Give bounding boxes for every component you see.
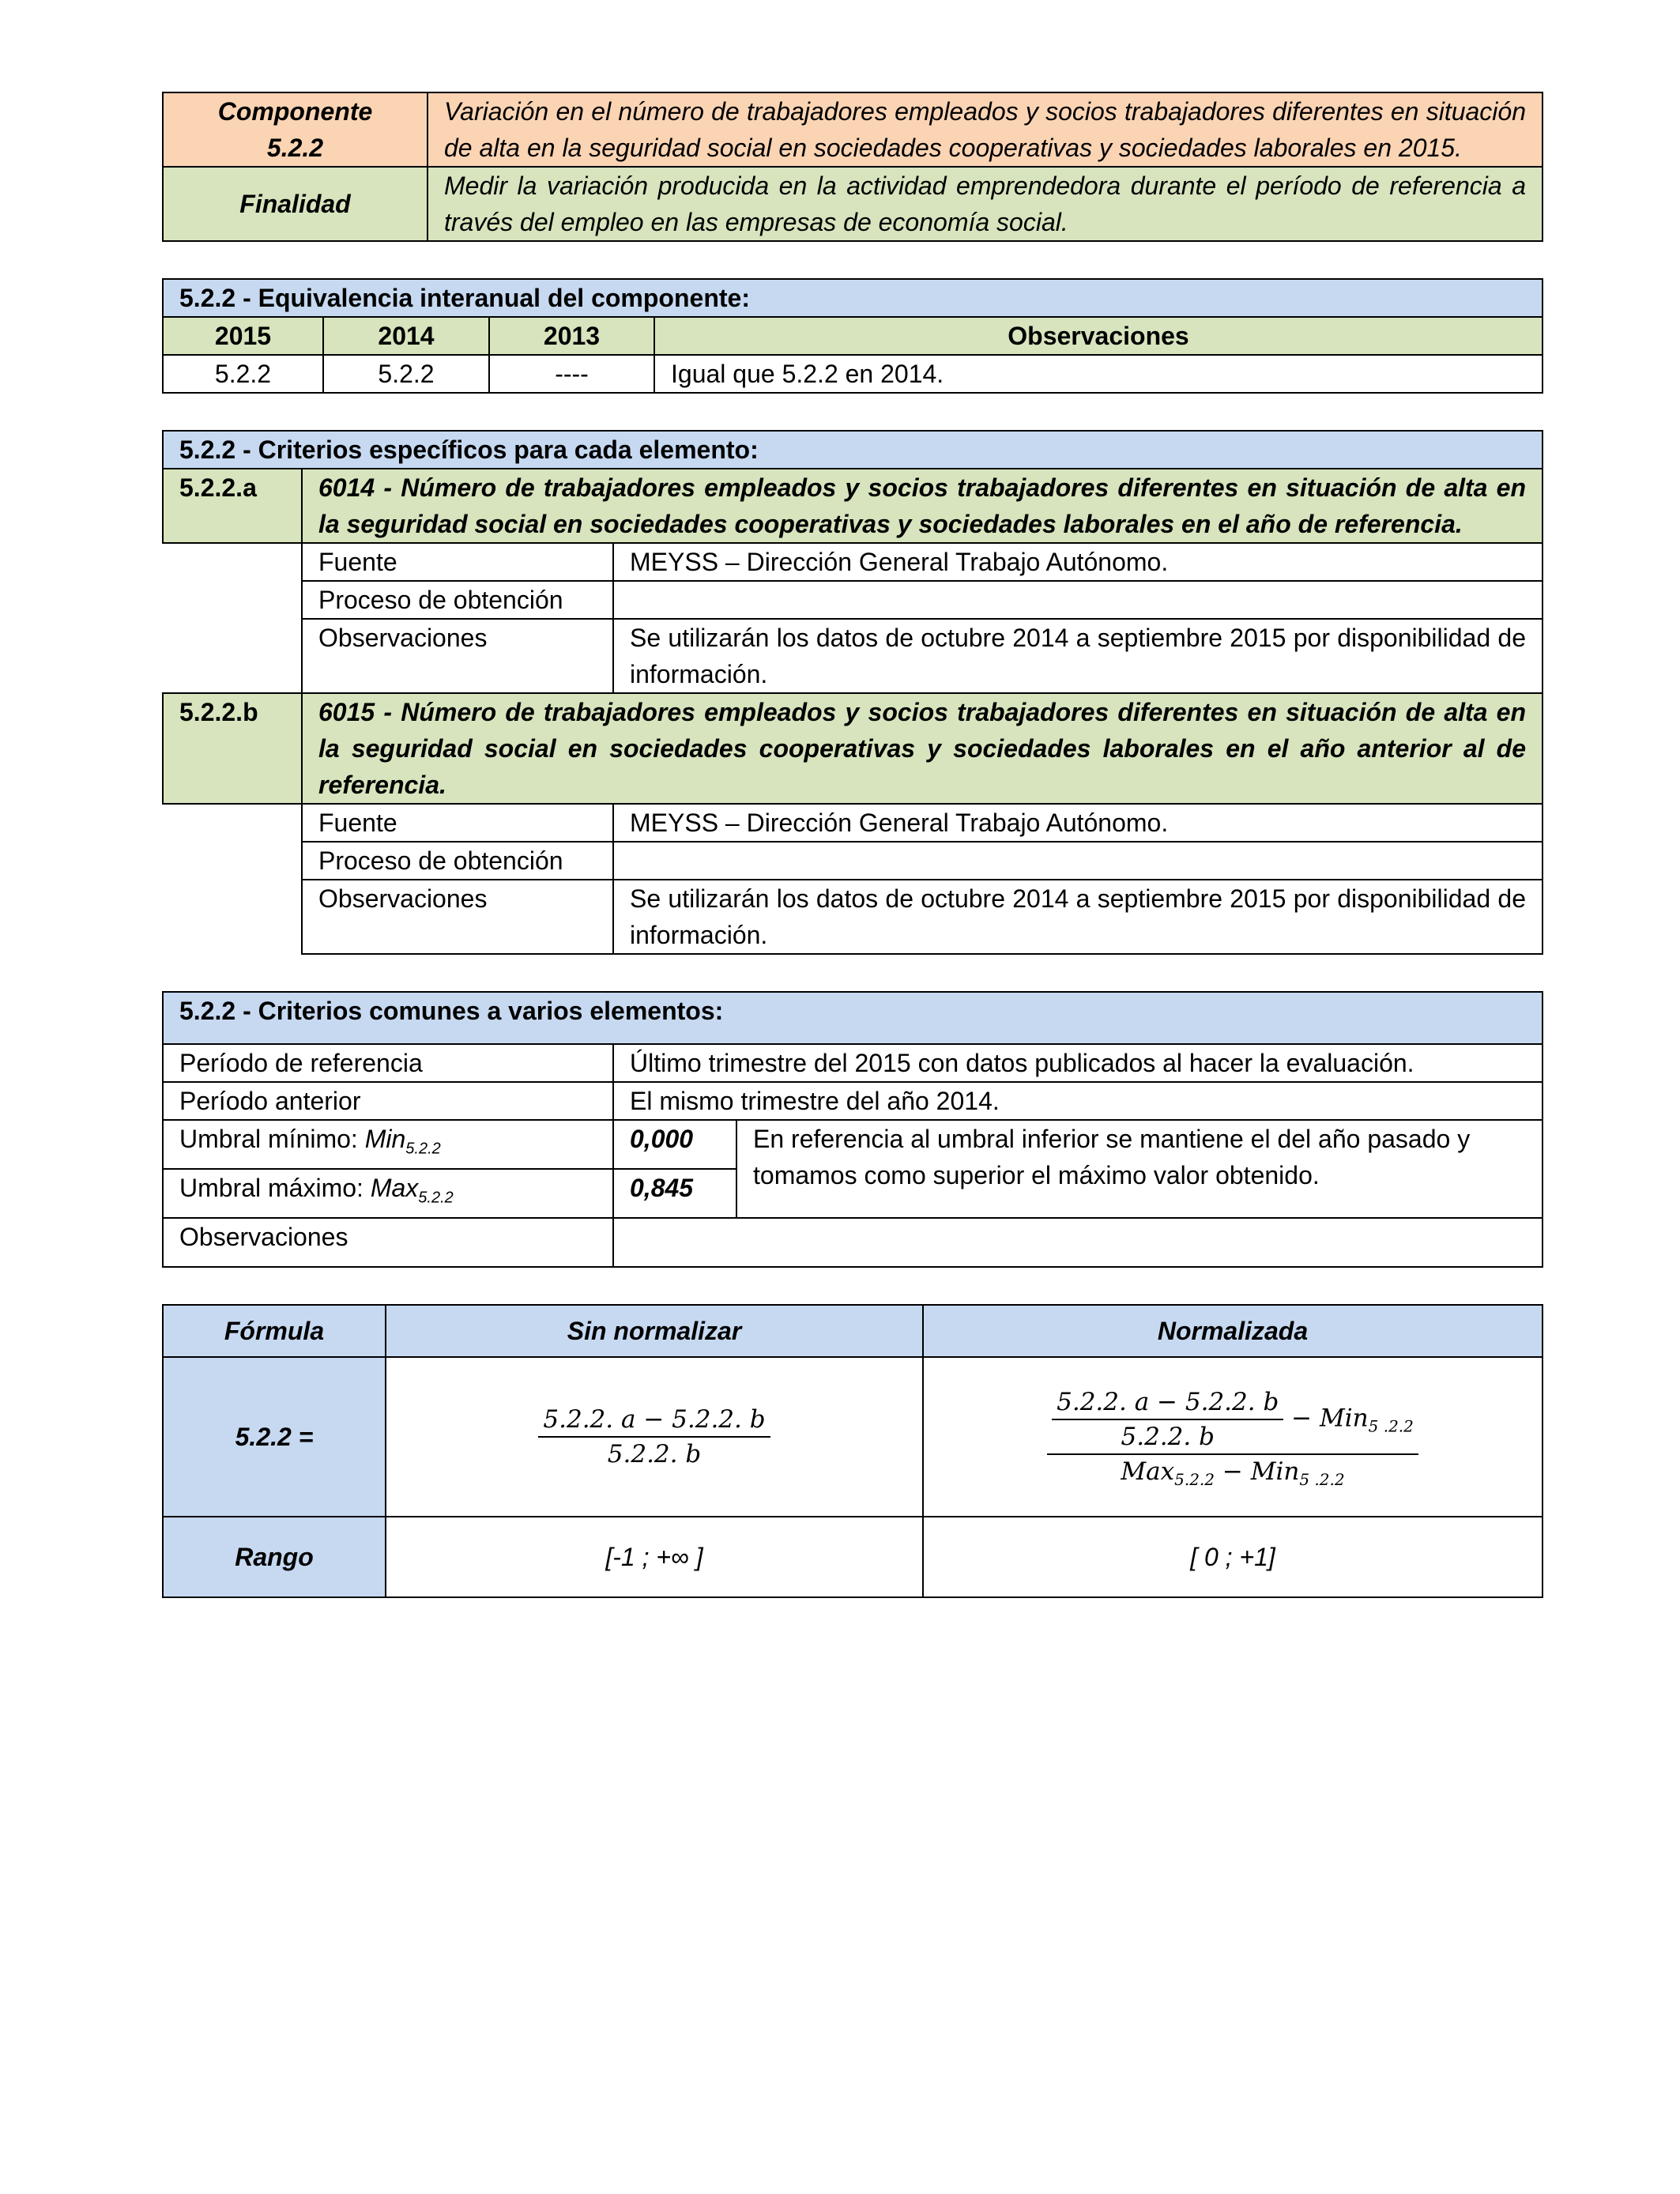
equiv-header-2015: 2015	[163, 317, 323, 355]
criterios-comunes-title: 5.2.2 - Criterios comunes a varios elementos:	[163, 992, 1543, 1044]
comunes-observaciones-label: Observaciones	[163, 1218, 613, 1267]
criterios-comunes-table	[162, 991, 1543, 1268]
normalizada-den-min-sub: 5 .2.2	[1299, 1470, 1345, 1490]
element-a-proceso-label: Proceso de obtención	[302, 581, 613, 619]
rango-normalizada: [ 0 ; +1]	[923, 1517, 1543, 1597]
equiv-header-2014: 2014	[323, 317, 489, 355]
normalizada-minus-min: − Min	[1283, 1404, 1369, 1433]
rango-label: Rango	[163, 1517, 386, 1597]
formula-header: Fórmula	[163, 1305, 386, 1357]
spacer	[162, 394, 1543, 430]
spacer	[162, 242, 1543, 278]
criterios-especificos-table	[162, 430, 1543, 955]
equiv-header-2013: 2013	[489, 317, 654, 355]
normalizada-inner-fraction	[1052, 1385, 1283, 1453]
umbral-minimo-label: Umbral mínimo:	[179, 1125, 365, 1153]
element-b-title: 6015 - Número de trabajadores empleados y socios trabajadores diferentes en situación de alta en la seguridad social en sociedades cooperativas y sociedades laborales en el año anterior al de referencia.	[302, 693, 1543, 804]
umbral-maximo-var: Max	[370, 1174, 419, 1202]
periodo-referencia-label: Período de referencia	[163, 1044, 613, 1082]
normalizada-den-max: Max	[1121, 1457, 1175, 1486]
element-a-code: 5.2.2.a	[163, 469, 302, 543]
sin-normalizar-fraction	[538, 1403, 770, 1471]
normalizada-header: Normalizada	[923, 1305, 1543, 1357]
document-page	[162, 92, 1543, 1598]
normalizada-fraction	[1047, 1385, 1418, 1488]
element-b-proceso-label: Proceso de obtención	[302, 842, 613, 880]
equiv-cell-observaciones: Igual que 5.2.2 en 2014.	[654, 355, 1543, 393]
normalizada-den-max-sub: 5.2.2	[1174, 1470, 1215, 1490]
formula-lhs: 5.2.2 =	[163, 1357, 386, 1517]
sin-normalizar-denominator: 5.2.2. b	[607, 1440, 702, 1468]
element-b-fuente-label: Fuente	[302, 804, 613, 842]
periodo-anterior: El mismo trimestre del año 2014.	[613, 1082, 1543, 1120]
equivalencia-title: 5.2.2 - Equivalencia interanual del componente:	[163, 279, 1543, 317]
criterios-especificos-title: 5.2.2 - Criterios específicos para cada elemento:	[163, 431, 1543, 469]
component-description: Variación en el número de trabajadores empleados y socios trabajadores diferentes en situación de alta en la seguridad social en sociedades cooperativas y sociedades laborales en 2015.	[428, 92, 1543, 167]
umbral-minimo-sub: 5.2.2	[405, 1140, 441, 1158]
equiv-cell-2013: ----	[489, 355, 654, 393]
element-b-observaciones: Se utilizarán los datos de octubre 2014 a septiembre 2015 por disponibilidad de información.	[613, 880, 1543, 954]
umbral-maximo-label: Umbral máximo:	[179, 1174, 371, 1202]
spacer	[162, 1268, 1543, 1304]
element-a-observaciones: Se utilizarán los datos de octubre 2014 a septiembre 2015 por disponibilidad de información.	[613, 619, 1543, 693]
equiv-header-observaciones: Observaciones	[654, 317, 1543, 355]
spacer	[162, 955, 1543, 991]
rango-sin-normalizar: [-1 ; +∞ ]	[386, 1517, 923, 1597]
formula-table	[162, 1304, 1543, 1598]
normalizada-denominator	[1116, 1455, 1349, 1488]
element-b-fuente: MEYSS – Dirección General Trabajo Autónomo.	[613, 804, 1543, 842]
component-number: 5.2.2	[266, 134, 324, 162]
element-a-fuente: MEYSS – Dirección General Trabajo Autónomo.	[613, 543, 1543, 581]
umbral-maximo-value: 0,845	[613, 1169, 736, 1218]
normalizada-inner-numerator: 5.2.2. a − 5.2.2. b	[1052, 1385, 1283, 1420]
sin-normalizar-numerator: 5.2.2. a − 5.2.2. b	[538, 1403, 770, 1438]
element-a-fuente-label: Fuente	[302, 543, 613, 581]
finalidad-text: Medir la variación producida en la actividad emprendedora durante el período de referencia a través del empleo en las empresas de economía social.	[428, 167, 1543, 241]
equiv-cell-2014: 5.2.2	[323, 355, 489, 393]
formula-sin-normalizar	[386, 1357, 923, 1517]
element-a-title: 6014 - Número de trabajadores empleados y socios trabajadores diferentes en situación de alta en la seguridad social en sociedades cooperativas y sociedades laborales en el año de referencia.	[302, 469, 1543, 543]
normalizada-min-sub: 5 .2.2	[1368, 1416, 1414, 1436]
sin-normalizar-header: Sin normalizar	[386, 1305, 923, 1357]
umbral-minimo-var: Min	[364, 1125, 406, 1153]
formula-normalizada	[923, 1357, 1543, 1517]
comunes-observaciones	[613, 1218, 1543, 1267]
normalizada-den-minus-min: − Min	[1215, 1457, 1300, 1486]
component-label: Componente	[217, 97, 373, 126]
normalizada-numerator	[1047, 1385, 1418, 1455]
umbral-note: En referencia al umbral inferior se mantiene el del año pasado y tomamos como superior el máximo valor obtenido.	[736, 1120, 1543, 1218]
normalizada-inner-denominator: 5.2.2. b	[1121, 1423, 1215, 1451]
component-table	[162, 92, 1543, 242]
umbral-minimo-value: 0,000	[613, 1120, 736, 1169]
periodo-referencia: Último trimestre del 2015 con datos publicados al hacer la evaluación.	[613, 1044, 1543, 1082]
element-b-proceso	[613, 842, 1543, 880]
component-label-cell	[163, 92, 428, 167]
element-a-observaciones-label: Observaciones	[302, 619, 613, 693]
element-a-indent	[163, 543, 302, 693]
periodo-anterior-label: Período anterior	[163, 1082, 613, 1120]
element-a-proceso	[613, 581, 1543, 619]
element-b-code: 5.2.2.b	[163, 693, 302, 804]
umbral-minimo-label-cell	[163, 1120, 613, 1169]
umbral-maximo-sub: 5.2.2	[418, 1189, 454, 1207]
element-b-observaciones-label: Observaciones	[302, 880, 613, 954]
element-b-indent	[163, 804, 302, 954]
equiv-cell-2015: 5.2.2	[163, 355, 323, 393]
finalidad-label: Finalidad	[163, 167, 428, 241]
umbral-maximo-label-cell	[163, 1169, 613, 1218]
equivalencia-table	[162, 278, 1543, 394]
